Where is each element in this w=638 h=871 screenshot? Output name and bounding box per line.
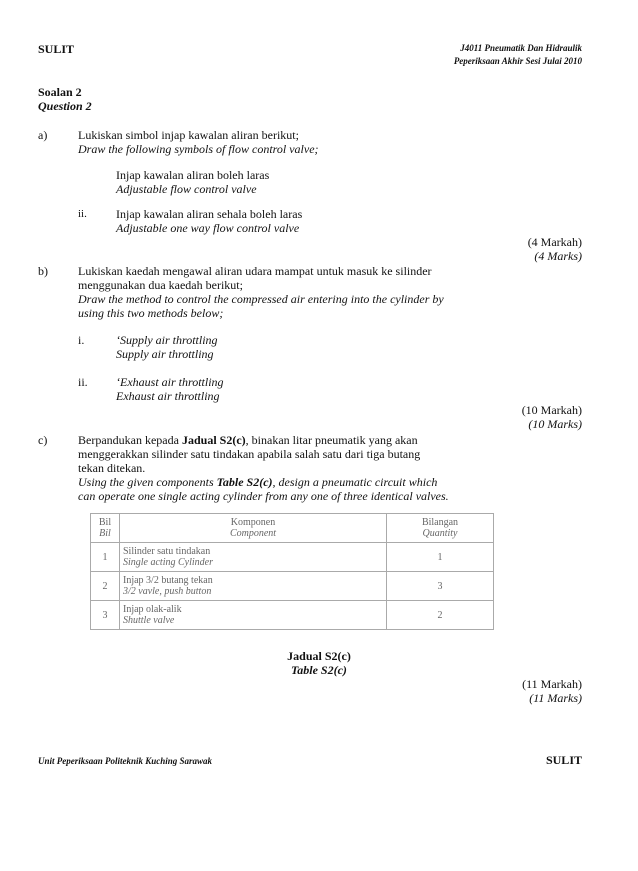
part-c-instruction-en-1: [78, 475, 437, 490]
part-b-item2-number: ii.: [78, 375, 88, 389]
table-row: [91, 572, 494, 601]
part-c-instruction-ms-2: menggerakkan silinder satu tindakan apabila salah satu dari tiga butang: [78, 447, 421, 461]
header-component-en: Component: [229, 528, 277, 539]
part-a-item1-ms: Injap kawalan aliran boleh laras: [116, 168, 270, 182]
row-number: 2: [91, 572, 120, 601]
row-component-en: Shuttle valve: [123, 615, 175, 626]
table-caption-ms: Jadual S2(c): [287, 649, 351, 663]
row-component-ms: Injap 3/2 butang tekan: [123, 575, 213, 586]
row-number: 3: [91, 601, 120, 630]
row-component-ms: Silinder satu tindakan: [123, 546, 211, 557]
row-component-en: Single acting Cylinder: [123, 557, 213, 568]
part-a-item2-en: Adjustable one way flow control valve: [116, 221, 300, 235]
part-c-instruction-en-1-pre: Using the given components: [78, 475, 217, 489]
part-b-instruction-en-1: Draw the method to control the compressed air entering into the cylinder by: [78, 292, 444, 306]
table-row: [91, 601, 494, 630]
part-b-marks-en: (10 Marks): [528, 417, 582, 431]
header-cell-bil: [91, 514, 120, 543]
table-header-row: [91, 514, 494, 543]
part-b-item1-en: Supply air throttling: [116, 347, 214, 361]
part-a-instruction-en: Draw the following symbols of flow control valve;: [78, 142, 319, 156]
part-b-item2-en: Exhaust air throttling: [116, 389, 220, 403]
footer-classification: SULIT: [545, 753, 582, 767]
header-quantity-ms: Bilangan: [421, 517, 459, 528]
row-quantity: 1: [387, 543, 494, 572]
part-c-instruction-en-1-post: , design a pneumatic circuit which: [272, 475, 438, 489]
part-c-marks-ms: (11 Markah): [522, 677, 582, 691]
part-b-instruction-ms-2: menggunakan dua kaedah berikut;: [78, 278, 243, 292]
row-component-en: 3/2 vavle, push button: [123, 586, 212, 597]
part-a-item2-number: ii.: [78, 208, 87, 220]
header-exam-session: Peperiksaan Akhir Sesi Julai 2010: [453, 56, 582, 66]
part-c-table-ref-en: Table S2(c): [216, 475, 273, 489]
part-c-instruction-ms-3: tekan ditekan.: [78, 461, 146, 475]
part-a-marks-ms: (4 Markah): [527, 235, 582, 249]
part-b-item1-ms: ‘Supply air throttling: [116, 333, 218, 347]
header-cell-quantity: [387, 514, 494, 543]
part-c-table-ref-ms: Jadual S2(c): [181, 433, 246, 447]
footer-unit: Unit Peperiksaan Politeknik Kuching Sarawak: [38, 756, 213, 766]
part-a-instruction-ms: Lukiskan simbol injap kawalan aliran berikut;: [78, 128, 299, 142]
question-title-ms: Soalan 2: [38, 85, 82, 99]
part-c-instruction-ms-1-pre: Berpandukan kepada: [78, 433, 182, 447]
header-classification: SULIT: [38, 42, 75, 56]
table-caption-en: Table S2(c): [291, 663, 347, 677]
part-a-marks-en: (4 Marks): [534, 249, 582, 263]
part-c-instruction-en-2: can operate one single acting cylinder from any one of three identical valves.: [78, 489, 449, 503]
part-b-instruction-ms-1: Lukiskan kaedah mengawal aliran udara mampat untuk masuk ke silinder: [78, 264, 432, 278]
part-b-instruction-en-2: using this two methods below;: [78, 306, 224, 320]
header-bil-ms: Bil: [98, 517, 112, 528]
row-quantity: 2: [387, 601, 494, 630]
part-c-instruction-ms-1-post: , binakan litar pneumatik yang akan: [245, 433, 418, 447]
question-title-en: Question 2: [38, 99, 92, 113]
row-component: [120, 601, 387, 630]
header-component-ms: Komponen: [230, 517, 276, 528]
row-number: 1: [91, 543, 120, 572]
part-a-item1-en: Adjustable flow control valve: [116, 182, 257, 196]
components-table: [90, 513, 494, 630]
part-b-item1-number: i.: [78, 333, 85, 347]
part-a-item2-ms: Injap kawalan aliran sehala boleh laras: [116, 207, 303, 221]
table-row: [91, 543, 494, 572]
part-b-item2-ms: ‘Exhaust air throttling: [116, 375, 224, 389]
row-component-ms: Injap olak-alik: [123, 604, 182, 615]
part-b-label: b): [38, 264, 48, 278]
header-course: J4011 Pneumatik Dan Hidraulik: [460, 43, 582, 53]
header-bil-en: Bil: [99, 528, 111, 539]
part-c-label: c): [38, 433, 48, 447]
header-quantity-en: Quantity: [422, 528, 458, 539]
row-quantity: 3: [387, 572, 494, 601]
part-c-instruction-ms-1: [78, 433, 418, 448]
part-c-marks-en: (11 Marks): [529, 691, 582, 705]
row-component: [120, 572, 387, 601]
part-a-label: a): [38, 128, 48, 142]
row-component: [120, 543, 387, 572]
header-cell-component: [120, 514, 387, 543]
part-b-marks-ms: (10 Markah): [521, 403, 582, 417]
